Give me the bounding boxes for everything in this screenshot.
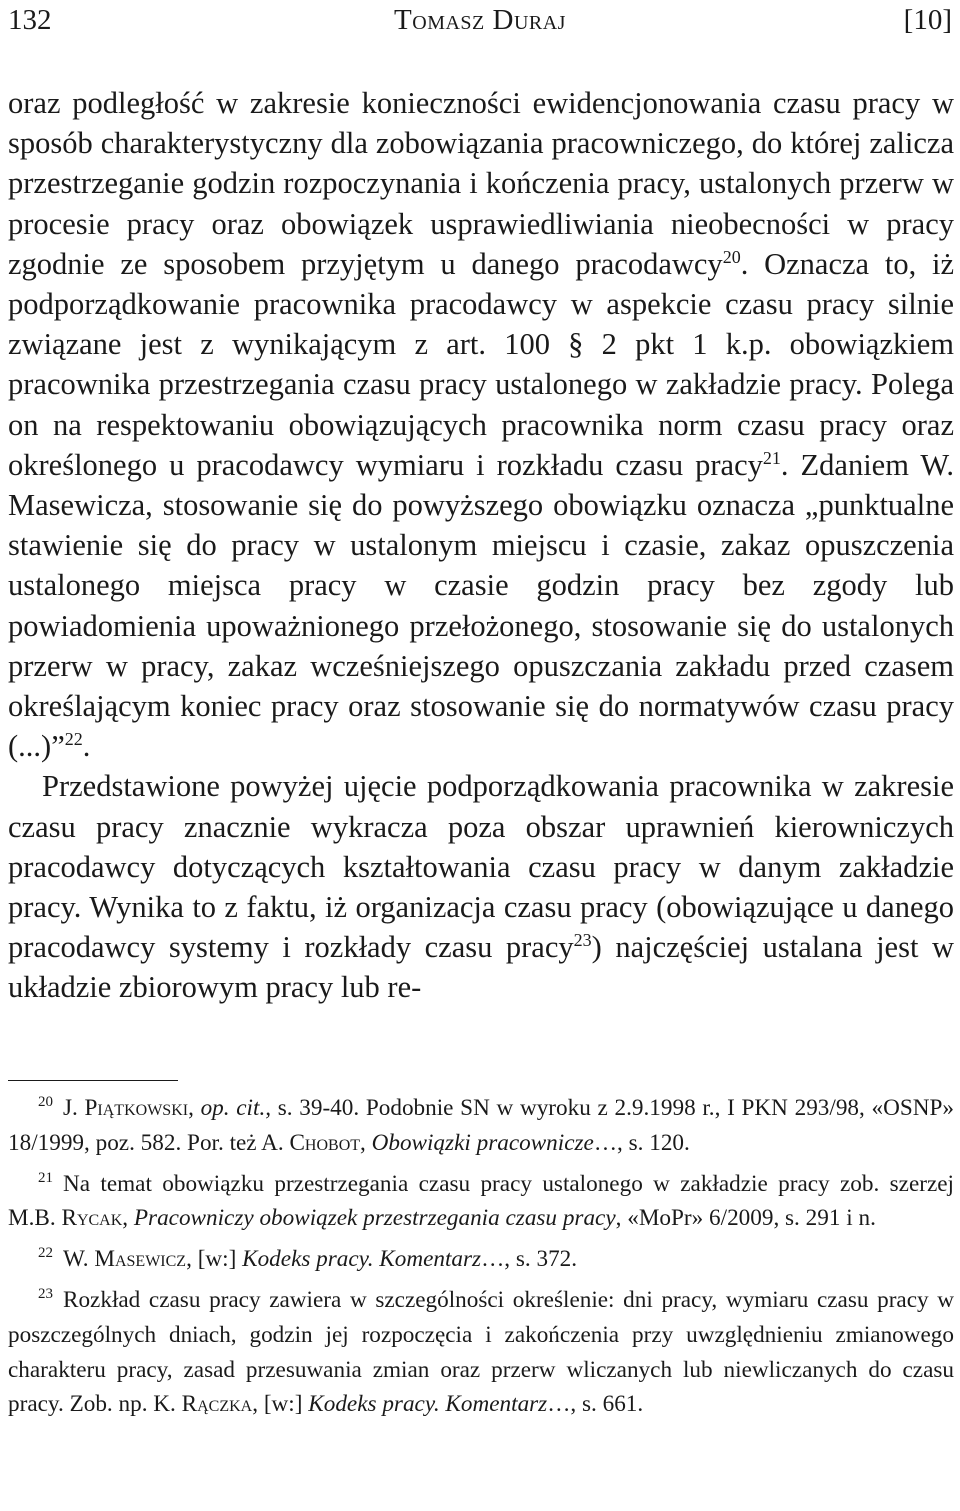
footnotes: [8, 1091, 954, 1428]
work-title: Pracowniczy obowiązek przestrzegania czasu pracy: [133, 1205, 616, 1232]
footnote-text: s. 39-40. Podobnie SN w wyroku z 2.9.1998 r., I PKN 293/98, «OSNP» 18/1999, poz. 582. Por. też A.: [8, 1095, 954, 1156]
footnote-text: , [w:]: [186, 1246, 243, 1273]
footnote-number: 20: [38, 1094, 53, 1111]
footnote-text: …, s. 372.: [481, 1246, 578, 1273]
paragraph-text: oraz podległość w zakresie konieczności ewidencjonowania czasu pracy w sposób charakterystyczny dla zobowiązania pracowniczego, do której zalicza przestrzeganie godzin rozpoczynania i kończenia pracy, ustalonych przerw w procesie pracy oraz obowiązek usprawiedliwiania nieobecności w pracy zgodnie ze sposobem przyjętym u danego pracodawcy: [8, 86, 954, 281]
paragraph-text: . Zdaniem W. Masewicza, stosowanie się do powyższego obowiązku oznacza „punktualne stawienie się do pracy w ustalonym miejscu i czasie, zakaz opuszczenia ustalonego miejsca pracy w czasie godzin pracy bez zgody lub powiadomienia upoważnionego przełożonego, stosowanie się do ustalonych przerw w pracy, zakaz wcześniejszego opuszczania zakładu przed czasem określającym koniec pracy oraz stosowanie się do normatywów czasu pracy (...)”: [8, 447, 955, 764]
footnote-text: Rozkład czasu pracy zawiera w szczególności określenie: dni pracy, wymiaru czasu pracy w poszczególnych dniach, godzin jej rozpoczęcia i zakończenia przy uwzględnieniu zmianowego charakteru pracy, zasad przesuwania zmian oraz przerw wliczanych lub niewliczanych do czasu pracy. Zob. np. K.: [8, 1286, 954, 1418]
author-initial: J.: [63, 1095, 78, 1121]
author-name: Rączka: [181, 1391, 253, 1418]
author-name: Piątkowski: [84, 1095, 189, 1121]
footnote-separator: [8, 1080, 178, 1081]
footnote-text: Na temat obowiązku przestrzegania czasu pracy ustalonego w zakładzie pracy zob. szerzej M.B.: [8, 1170, 954, 1232]
author-name: Rycak: [61, 1205, 123, 1232]
footnote-21: $^{21}$ Na temat obowiązku przestrzegania czasu pracy ustalonego w zakładzie pracy zob. szerzej M.B. Rycak, Pracowniczy obowiązek przestrzegania czasu pracy, «MoPr» 6/2009, s. 291 i n.: [8, 1169, 954, 1232]
author-initial: W.: [63, 1246, 89, 1273]
footnote-text: , [w:]: [252, 1391, 309, 1418]
work-title: Obowiązki pracownicze: [371, 1129, 594, 1156]
footnote-number: 23: [38, 1286, 53, 1303]
page-header: [8, 0, 952, 40]
footnote-text: , «MoPr» 6/2009, s. 291 i n.: [615, 1205, 876, 1232]
running-title: Tomasz Duraj: [394, 4, 566, 36]
paragraph-text: . Oznacza to, iż podporządkowanie pracownika pracodawcy w aspekcie czasu pracy silnie związane jest z wynikającym z art. 100 § 2 pkt 1 k.p. obowiązkiem pracownika przestrzegania czasu pracy ustalonego w zakładzie pracy. Polega on na respektowaniu obowiązujących pracownika norm czasu pracy oraz określonego u pracodawcy wymiaru i rozkładu czasu pracy: [8, 246, 955, 482]
footnote-number: 21: [38, 1169, 53, 1186]
footnote-20: $^{20}$ J. Piątkowski, op. cit., s. 39-40. Podobnie SN w wyroku z 2.9.1998 r., I PKN 293/98, «OSNP» 18/1999, poz. 582. Por. też A. Chobot, Obowiązki pracownicze…, s. 120.: [8, 1094, 954, 1156]
paragraph-1: [8, 83, 954, 766]
footnote-reference[interactable]: 20: [722, 246, 741, 267]
paragraph-text: Przedstawione powyżej ujęcie podporządkowania pracownika w zakresie czasu pracy znacznie wykracza poza obszar uprawnień kierowniczych pracodawcy dotyczących kształtowania czasu pracy w danym zakładzie pracy. Wynika to z faktu, iż organizacja czasu pracy (obowiązujące u danego pracodawcy systemy i rozkłady czasu pracy: [8, 769, 954, 965]
work-title: Kodeks pracy. Komentarz: [242, 1246, 482, 1273]
footnote-number: 22: [38, 1245, 53, 1262]
paragraph-2: [8, 766, 954, 1007]
footnote-reference[interactable]: 23: [573, 930, 592, 951]
citation-opcit: op. cit.,: [200, 1095, 272, 1121]
footnote-23: [8, 1283, 954, 1422]
work-title: Kodeks pracy. Komentarz: [308, 1391, 548, 1418]
author-name: Masewicz: [94, 1246, 187, 1273]
main-text: [8, 83, 954, 1008]
footnote-reference[interactable]: 21: [762, 447, 781, 468]
footnote-text: …, s. 661.: [547, 1391, 644, 1418]
footnote-reference[interactable]: 22: [64, 729, 83, 750]
paragraph-text: .: [82, 729, 91, 764]
footnote-text: …, s. 120.: [593, 1129, 690, 1156]
paragraph-text: ) najczęściej ustalana jest w układzie zbiorowym pracy lub re-: [8, 930, 954, 1005]
section-number: [10]: [903, 4, 952, 36]
author-name: Chobot: [289, 1129, 361, 1156]
page-number: 132: [8, 4, 52, 36]
footnote-22: [8, 1242, 954, 1277]
